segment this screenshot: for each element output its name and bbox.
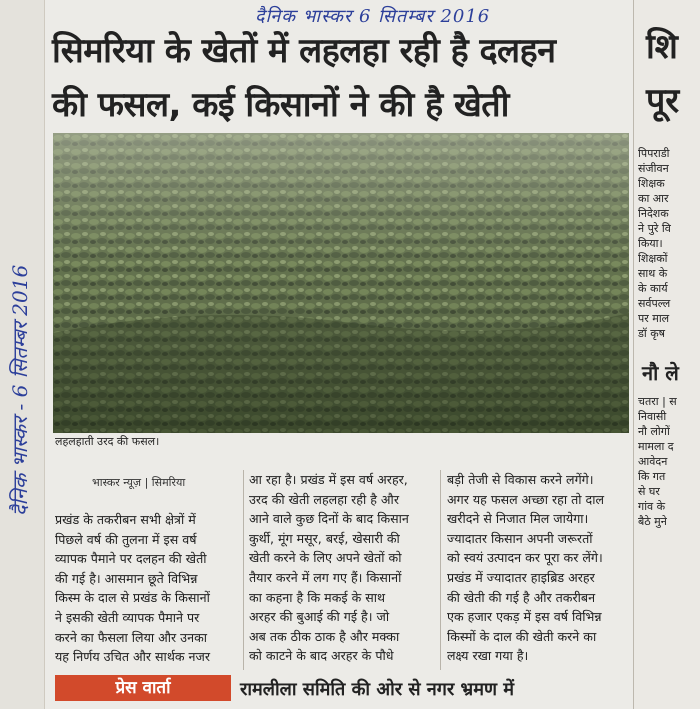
column-divider <box>440 470 441 670</box>
article-line: बड़ी तेजी से विकास करने लगेंगे। <box>447 472 594 487</box>
article-line: प्रखंड में ज्यादातर हाइब्रिड अरहर <box>447 569 595 585</box>
article-line: को स्वयं उत्पादन कर पूरा कर लेंगे। <box>447 550 603 566</box>
adjacent-text-line: डॉ कृष <box>638 327 666 340</box>
crop-field-illustration <box>53 133 629 433</box>
adjacent-text-line: पर माल <box>638 312 670 325</box>
adjacent-headline-fragment: शि <box>646 27 678 67</box>
article-line: खेती करने के लिए अपने खेतों को <box>249 550 402 566</box>
article-line: लक्ष्य रखा गया है। <box>447 648 529 664</box>
adjacent-text-line: साथ के <box>638 267 668 280</box>
article-line: अरहर की बुआई की गई है। जो <box>249 609 390 625</box>
article-line: व्यापक पैमाने पर दलहन की खेती <box>55 551 207 567</box>
adjacent-text-line: से घर <box>638 485 660 498</box>
adjacent-article-column <box>633 0 700 709</box>
article-line: तैयार करने में लग गए हैं। किसानों <box>249 569 402 585</box>
adjacent-text-line: पिपराडी <box>638 147 670 160</box>
article-line: पिछले वर्ष की तुलना में इस वर्ष <box>55 531 197 547</box>
article-line: अगर यह फसल अच्छा रहा तो दाल <box>447 491 605 507</box>
article-line: की खेती की गई है और तकरीबन <box>447 589 596 605</box>
article-line: किस्मों के दाल की खेती करने का <box>447 628 597 644</box>
article-line: आने वाले कुछ दिनों के बाद किसान <box>249 511 409 527</box>
adjacent-text-line: गांव के <box>638 500 666 513</box>
adjacent-text-line: कि गत <box>638 470 666 483</box>
adjacent-text-line: संजीवन <box>638 162 669 175</box>
article-column-1 <box>55 510 238 667</box>
adjacent-text-line: आवेदन <box>638 455 668 468</box>
article-line: को काटने के बाद अरहर के पौधे <box>249 648 394 664</box>
article-line: आ रहा है। प्रखंड में इस वर्ष अरहर, <box>249 472 408 487</box>
adjacent-text-line: शिक्षकों <box>638 252 668 265</box>
adjacent-text-line: के कार्य <box>638 282 668 295</box>
article-line: अब तक ठीक ठाक है और मक्का <box>249 628 400 644</box>
article-line: की गई है। आसमान छूते विभिन्न <box>55 570 198 586</box>
adjacent-sub-headline: नौ ले <box>642 361 679 385</box>
article-line: ज्यादातर किसान अपनी जरूरतों <box>447 530 593 546</box>
press-conference-banner: प्रेस वार्ता <box>55 675 231 701</box>
handwritten-date-top: दैनिक भास्कर 6 सितम्बर 2016 <box>255 6 491 27</box>
adjacent-text-line: निवासी <box>638 410 667 423</box>
article-line: का कहना है कि मकई के साथ <box>249 589 386 605</box>
article-column-2 <box>249 470 432 666</box>
adjacent-text-line: ने पुरे वि <box>638 222 671 235</box>
article-line: ने इसकी खेती व्यापक पैमाने पर <box>55 609 200 625</box>
adjacent-headline-fragment: पूर <box>646 81 680 121</box>
adjacent-text-line: बैठे मुने <box>638 515 667 528</box>
handwritten-date-side: दैनिक भास्कर - 6 सितम्बर 2016 <box>8 264 32 516</box>
article-line: उरद की खेती लहलहा रही है और <box>249 491 399 507</box>
adjacent-text-line: चतरा | स <box>638 395 677 408</box>
adjacent-text-line: किया। <box>638 237 663 250</box>
next-article-headline: रामलीला समिति की ओर से नगर भ्रमण में <box>240 679 515 700</box>
article-line: एक हजार एकड़ में इस वर्ष विभिन्न <box>447 609 602 625</box>
byline: भास्कर न्यूज़ | सिमरिया <box>92 476 186 489</box>
headline-line-1: सिमरिया के खेतों में लहलहा रही है दलहन <box>52 31 556 71</box>
adjacent-text-line: मामला द <box>638 440 674 453</box>
headline-line-2: की फसल, कई किसानों ने की है खेती <box>52 85 509 125</box>
crop-field-photo <box>53 133 629 433</box>
column-divider <box>243 470 244 670</box>
adjacent-text-line: निदेशक <box>638 207 669 220</box>
article-line: कुर्थी, मूंग मसूर, बरई, खेसारी की <box>249 530 400 546</box>
article-column-3 <box>447 470 630 666</box>
article-line: करने का फैसला लिया और उनका <box>55 629 208 645</box>
article-line: प्रखंड के तकरीबन सभी क्षेत्रों में <box>55 512 196 527</box>
adjacent-text-line: सर्वपल्ल <box>638 297 671 310</box>
adjacent-text-line: का आर <box>638 192 669 205</box>
article-line: खरीदने से निजात मिल जायेगा। <box>447 511 589 527</box>
adjacent-text-line: नौ लोगों <box>638 425 670 438</box>
article-line: यह निर्णय उचित और सार्थक नजर <box>55 649 211 665</box>
article-line: किस्म के दाल से प्रखंड के किसानों <box>55 590 210 606</box>
adjacent-text-line: शिक्षक <box>638 177 665 190</box>
photo-caption: लहलहाती उरद की फसल। <box>55 435 160 448</box>
